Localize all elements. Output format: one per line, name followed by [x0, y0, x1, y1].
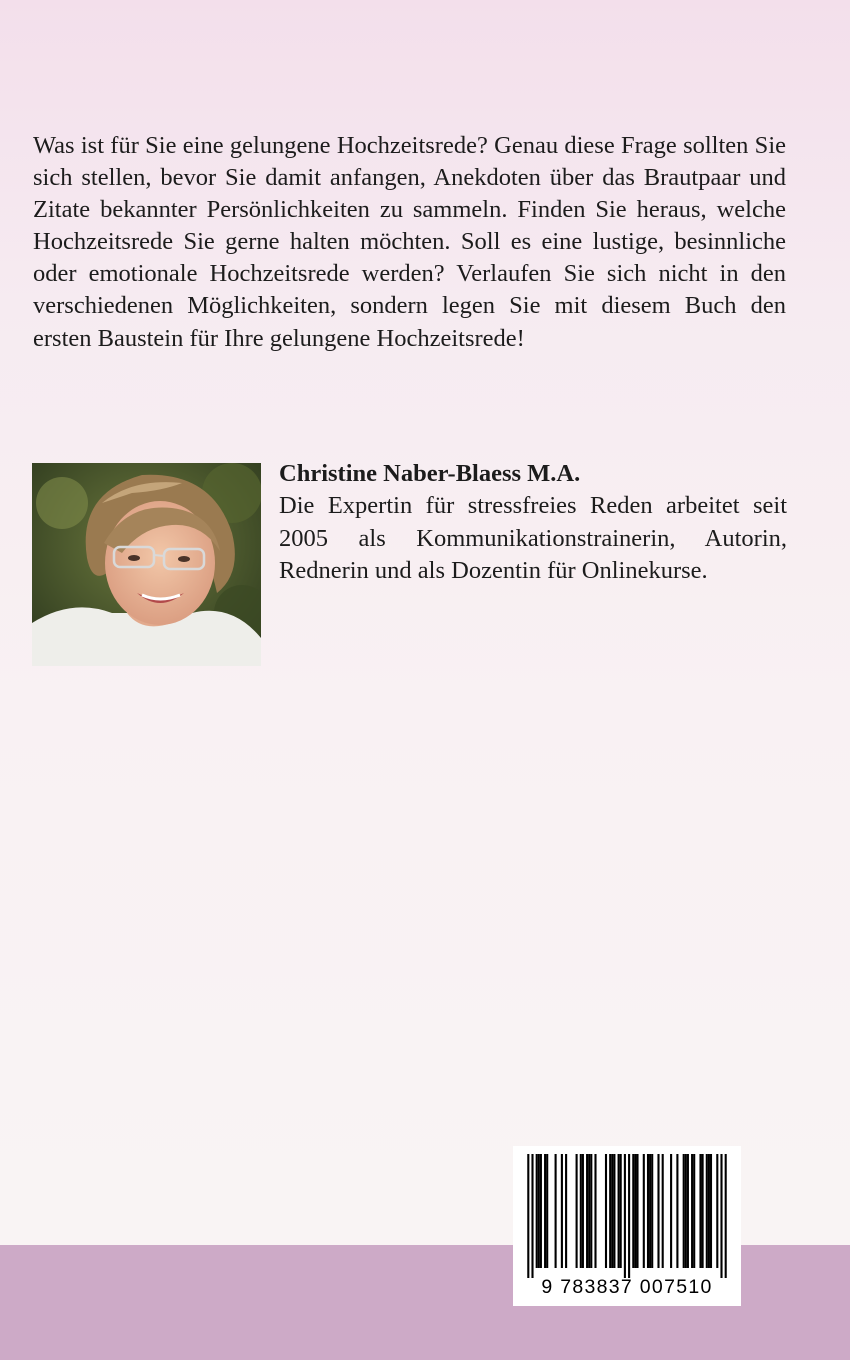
- barcode-bar: [670, 1154, 672, 1268]
- barcode-bar: [544, 1154, 546, 1268]
- barcode-bar: [649, 1154, 651, 1268]
- barcode-bar: [618, 1154, 620, 1268]
- barcode-bar: [586, 1154, 588, 1268]
- barcode-bar: [540, 1154, 542, 1268]
- barcode-bar: [691, 1154, 693, 1268]
- barcode-bar: [702, 1154, 704, 1268]
- barcode-bar: [699, 1154, 701, 1268]
- back-cover-blurb: Was ist für Sie eine gelungene Hochzeitsrede? Genau diese Frage sollten Sie sich stellen, bevor Sie damit anfangen, Anekdoten über das Brautpaar und Zitate bekannter Persönlichkeiten zu sammeln. Finden Sie heraus, welche Hochzeitsrede Sie gerne halten möchten. Soll es eine lustige, besinnliche oder emotionale Hochzeitsrede werden? Verlaufen Sie sich nicht in den verschiedenen Möglichkeiten, sondern legen Sie mit diesem Buch den ersten Baustein für Ihre gelungene Hochzeitsrede!: [33, 132, 786, 352]
- barcode-bar: [611, 1154, 613, 1268]
- barcode-bar: [609, 1154, 611, 1268]
- barcode-bar: [651, 1154, 653, 1268]
- barcode-bar: [576, 1154, 578, 1268]
- author-photo: [32, 463, 261, 666]
- barcode-bar: [605, 1154, 607, 1268]
- barcode-bar: [706, 1154, 708, 1268]
- isbn-digits: 9 783837 007510: [541, 1276, 713, 1298]
- barcode-bar: [555, 1154, 557, 1268]
- barcode-bar: [590, 1154, 592, 1268]
- barcode-bar: [538, 1154, 540, 1268]
- barcode-bar: [720, 1154, 722, 1278]
- barcode-bar: [634, 1154, 636, 1268]
- barcode-bar: [613, 1154, 615, 1268]
- barcode-bar: [546, 1154, 548, 1268]
- barcode-bars: [513, 1146, 741, 1278]
- barcode-bar: [582, 1154, 584, 1268]
- barcode-bar: [657, 1154, 659, 1268]
- barcode-bar: [725, 1154, 727, 1278]
- author-name: Christine Naber-Blaess M.A.: [279, 460, 581, 487]
- barcode-bar: [594, 1154, 596, 1268]
- barcode-bar: [693, 1154, 695, 1268]
- barcode-bar: [588, 1154, 590, 1268]
- barcode-bar: [565, 1154, 567, 1268]
- barcode-bar: [531, 1154, 533, 1278]
- barcode-bar: [685, 1154, 687, 1268]
- barcode-bar: [561, 1154, 563, 1268]
- barcode-bar: [716, 1154, 718, 1268]
- barcode-bar: [580, 1154, 582, 1268]
- barcode-bar: [636, 1154, 638, 1268]
- barcode-bar: [647, 1154, 649, 1268]
- barcode-bar: [676, 1154, 678, 1268]
- barcode-bar: [628, 1154, 630, 1278]
- barcode-bar: [536, 1154, 538, 1268]
- barcode-bar: [527, 1154, 529, 1278]
- author-section: [279, 458, 787, 588]
- author-bio: Die Expertin für stressfreies Reden arbeitet seit 2005 als Kommunikationstrainerin, Autorin, Rednerin und als Dozentin für Onlinekurse.: [279, 492, 787, 584]
- barcode-bar: [687, 1154, 689, 1268]
- barcode-bar: [662, 1154, 664, 1268]
- barcode-bar: [632, 1154, 634, 1268]
- barcode-bar: [620, 1154, 622, 1268]
- barcode-bar: [683, 1154, 685, 1268]
- isbn-barcode: [513, 1146, 741, 1306]
- barcode-bar: [710, 1154, 712, 1268]
- barcode-bar: [624, 1154, 626, 1278]
- barcode-bar: [643, 1154, 645, 1268]
- barcode-bar: [708, 1154, 710, 1268]
